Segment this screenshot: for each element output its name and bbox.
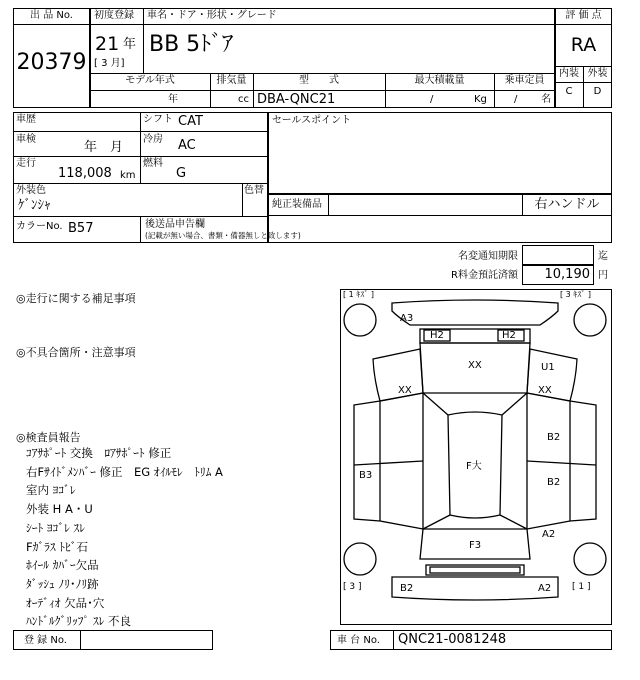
aircon-value: AC <box>178 138 196 153</box>
mark-headlight-left: H2 <box>430 330 444 341</box>
mark-rear-quarter: A2 <box>542 529 556 540</box>
mark-hood: XX <box>468 360 482 371</box>
shift-label: シフト <box>143 114 173 125</box>
mark-left-fender: XX <box>398 385 412 396</box>
driving-notes-label: ◎走行に関する補足事項 <box>16 292 136 305</box>
report-line: Fｶﾞﾗｽ ﾄﾋﾞ石 <box>26 539 89 554</box>
mark-rear-bumper-left: B2 <box>400 583 414 594</box>
exterior-label: 外装 <box>587 68 608 79</box>
docs-note: (記載が無い場合、書類・備器無しと致します) <box>145 231 301 240</box>
door-line-left <box>354 461 423 465</box>
report-line: 外装 H A・U <box>26 502 93 517</box>
max-load-label: 最大積載量 <box>414 75 465 86</box>
mileage-unit: km <box>120 170 136 181</box>
lot-number-label: 出 品 No. <box>30 10 73 21</box>
overall-grade: RA <box>570 34 597 56</box>
mark-rear-glass: F3 <box>469 540 482 551</box>
interior-grade: C <box>565 86 573 97</box>
mark-right-rear-door: B2 <box>547 477 561 488</box>
aircon-label: 冷房 <box>143 134 163 145</box>
mark-left-side: B3 <box>359 470 373 481</box>
name-change-label: 名変通知期限 <box>458 251 518 262</box>
diagram-corner-br: [ 1 ] <box>572 582 591 592</box>
model-code: DBA-QNC21 <box>257 92 336 107</box>
front-bumper <box>392 300 558 325</box>
color-label: 外装色 <box>16 185 46 196</box>
mileage-label: 走行 <box>16 158 36 169</box>
name-change-unit: 迄 <box>598 251 608 262</box>
model-year-unit: 年 <box>168 94 178 105</box>
recycle-amount: 10,190 <box>544 267 590 282</box>
report-line: 室内 ﾖｺﾞﾚ <box>26 483 76 498</box>
inspector-report-label: ◎検査員報告 <box>16 431 81 444</box>
mark-right-fender-u: U1 <box>541 362 555 373</box>
wheel-front-left <box>344 304 376 336</box>
license-plate-inner <box>430 567 520 573</box>
recycle-unit: 円 <box>598 270 608 281</box>
max-load-unit: Kg <box>474 94 487 105</box>
first-reg-year: 21 <box>95 33 120 55</box>
inspection-label: 車検 <box>16 134 36 145</box>
chassis-number: QNC21-0081248 <box>398 632 507 647</box>
mark-rear-bumper-right: A2 <box>538 583 552 594</box>
exterior-grade: D <box>593 86 602 97</box>
mark-front-bumper: A3 <box>400 313 414 324</box>
rear-window-lines <box>423 515 527 529</box>
year-unit: 年 <box>123 37 137 52</box>
capacity-label: 乗車定員 <box>504 75 545 86</box>
mark-headlight-right: H2 <box>502 330 516 341</box>
displacement-label: 排気量 <box>216 75 247 86</box>
report-line: ｼｰﾄ ﾖｺﾞﾚ ｽﾚ <box>26 520 86 535</box>
car-name-label: 車名・ドア・形状・グレード <box>147 10 277 21</box>
docs-label: 後送品申告欄 <box>145 219 205 230</box>
reg-no-label: 登 録 No. <box>24 635 67 646</box>
wheel-rear-right <box>574 543 606 575</box>
defects-label: ◎不具合箇所・注意事項 <box>16 346 136 359</box>
wheel-front-right <box>574 304 606 336</box>
mark-right-fender: XX <box>538 385 552 396</box>
color-value: ｹﾞﾝｼｬ <box>18 198 51 213</box>
fuel-value: G <box>176 166 187 181</box>
car-name: BB 5ﾄﾞｱ <box>149 32 234 57</box>
model-year-label: モデル年式 <box>125 75 175 86</box>
interior-label: 内装 <box>559 68 579 79</box>
car-diagram <box>340 289 612 625</box>
mark-right-front-door: B2 <box>547 432 561 443</box>
report-line: ｵｰﾃﾞｨｵ 欠品･穴 <box>26 595 105 610</box>
mark-windshield: F大 <box>466 461 482 472</box>
max-load-slash: / <box>430 94 434 105</box>
color-no-value: B57 <box>68 221 94 236</box>
capacity-slash: / <box>514 94 518 105</box>
right-fender <box>527 349 577 401</box>
recycle-label: R料金預託済額 <box>451 270 518 281</box>
inspection-value: 年 月 <box>84 140 124 155</box>
history-label: 車歴 <box>16 114 36 125</box>
shift-value: CAT <box>178 114 203 129</box>
diagram-corner-bl: [ 3 ] <box>343 582 362 592</box>
chassis-label: 車 台 No. <box>337 635 380 646</box>
first-reg-label: 初度登録 <box>94 10 134 21</box>
report-line: 右Fｻｲﾄﾞﾒﾝﾊﾞｰ 修正 EG ｵｲﾙﾓﾚ ﾄﾘﾑ A <box>26 464 223 479</box>
capacity-unit: 名 <box>541 94 551 105</box>
diagram-corner-tr: [ 3 ｷｽﾞ ] <box>560 290 591 299</box>
grade-label: 評 価 点 <box>565 10 602 21</box>
mileage-value: 118,008 <box>58 166 112 181</box>
lot-number: 20379 <box>16 50 87 75</box>
first-reg-month: [ 3 月] <box>94 58 125 69</box>
model-label: 型 式 <box>299 75 339 86</box>
selling-points-label: セールスポイント <box>272 115 352 126</box>
steering-value: 右ハンドル <box>534 197 600 212</box>
displacement-unit: cc <box>238 94 249 105</box>
diagram-corner-tl: [ 1 ｷｽﾞ ] <box>343 290 374 299</box>
report-line: ｺｱｻﾎﾟｰﾄ 交換 ﾛｱｻﾎﾟｰﾄ 修正 <box>26 446 172 460</box>
wheel-rear-left <box>344 543 376 575</box>
door-line-right <box>527 461 596 465</box>
color-change-label: 色替 <box>244 185 264 196</box>
fuel-label: 燃料 <box>143 158 163 169</box>
genuine-parts-label: 純正装備品 <box>272 199 322 210</box>
inspector-report-list <box>26 444 223 631</box>
name-change-box <box>522 245 594 265</box>
color-no-label: カラーNo. <box>16 221 63 232</box>
docs-area-box <box>268 216 612 243</box>
report-line: ﾀﾞｯｼｭ ﾉﾘ･ﾉﾘ跡 <box>26 576 99 591</box>
rear-bumper <box>392 577 558 600</box>
report-line: ﾎｲｰﾙ ｶﾊﾞｰ欠品 <box>26 558 99 573</box>
report-line: ﾊﾝﾄﾞﾙｸﾞﾘｯﾌﾟ ｽﾚ 不良 <box>26 614 132 629</box>
